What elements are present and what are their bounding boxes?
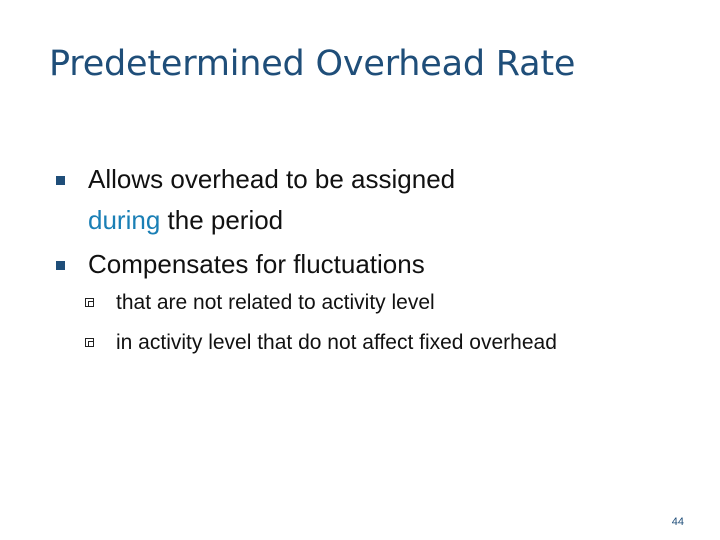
bullet-2-text: Compensates for fluctuations [88,249,425,279]
square-bullet-icon [56,261,65,270]
bullet-1-accent-word: during [88,205,161,235]
slide-title: Predetermined Overhead Rate [49,44,576,84]
sub-bullet-2-text: in activity level that do not affect fixed overhead [116,331,557,354]
square-bullet-icon [56,176,65,185]
bullet-1-text-line1: Allows overhead to be assigned [88,164,456,194]
bullet-1-line2-rest: the period [160,205,284,235]
checkbox-bullet-icon [85,338,94,347]
sub-bullet-1-text: that are not related to activity level [116,291,435,314]
bullet-1-text-line2 [88,205,283,235]
checkbox-bullet-icon [85,298,94,307]
page-number: 44 [671,516,684,528]
